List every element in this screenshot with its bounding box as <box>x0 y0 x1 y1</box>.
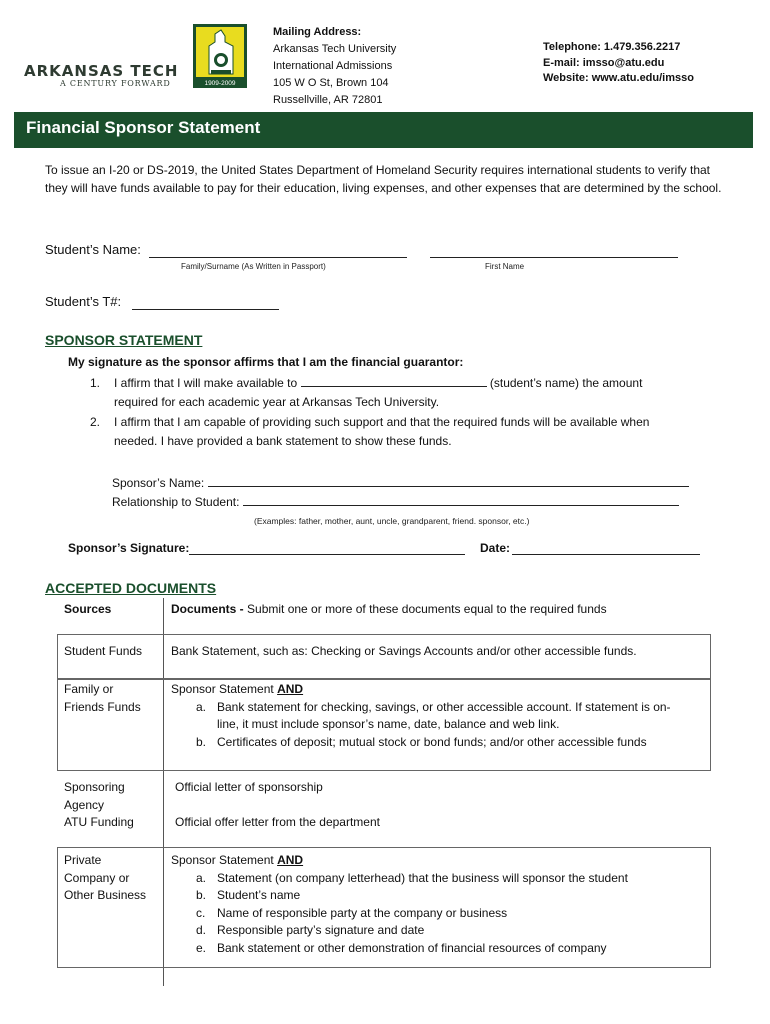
affirmation-list <box>90 374 720 452</box>
email: E-mail: imsso@atu.edu <box>543 56 665 69</box>
first-name-caption: First Name <box>485 262 525 271</box>
intro-paragraph: To issue an I-20 or DS-2019, the United States Department of Homeland Security requires international students to verify that they will have funds available to pay for their education, living expenses, and other expenses that are determined by the school. <box>45 163 722 195</box>
affirm-text: My signature as the sponsor affirms that I am the financial guarantor: <box>68 355 464 369</box>
mailing-line: International Admissions <box>273 60 393 72</box>
title-bar <box>14 112 753 148</box>
contact-info <box>543 40 694 87</box>
relationship-examples: (Examples: father, mother, aunt, uncle, grandparent, friend. sponsor, etc.) <box>254 516 530 526</box>
first-name-field[interactable] <box>430 242 678 258</box>
sponsor-info <box>112 474 689 512</box>
document-cell: Official letter of sponsorship <box>175 780 323 794</box>
university-seal-icon <box>193 24 247 88</box>
col-sources: Sources <box>64 602 112 616</box>
list-item: 1. I affirm that I will make available to (student’s name) the amount required for each academic year at Arkansas Tech University. <box>90 376 643 409</box>
student-name-blank[interactable] <box>301 375 487 387</box>
mailing-line: Arkansas Tech University <box>273 43 397 55</box>
document-cell: Sponsor Statement AND a. Statement (on company letterhead) that the business will sponsor the student b. Student’s name c. Name of responsible party at the company or business d. Responsible party’s signature and date e. Bank statement or other demonstration of financial resources of company <box>171 853 628 955</box>
sponsor-name-label: Sponsor’s Name: <box>112 476 205 490</box>
signature-label: Sponsor’s Signature: <box>68 541 190 555</box>
telephone: Telephone: 1.479.356.2217 <box>543 41 681 53</box>
list-item: 2. I affirm that I am capable of providing such support and that the required funds will be available when needed. I have provided a bank statement to show these funds. <box>90 415 650 448</box>
mailing-line: 105 W O St, Brown 104 <box>273 77 389 89</box>
seal-years: 1909-2009 <box>204 80 236 87</box>
source-cell: Family or Friends Funds <box>64 682 141 714</box>
document-cell: Bank Statement, such as: Checking or Savings Accounts and/or other accessible funds. <box>171 644 637 658</box>
family-name-field[interactable] <box>149 242 407 258</box>
relationship-field[interactable] <box>243 494 679 506</box>
mailing-line: Russellville, AR 72801 <box>273 94 383 106</box>
signature-field[interactable] <box>189 541 465 555</box>
sponsor-name-field[interactable] <box>208 475 689 487</box>
document-cell: Sponsor Statement AND a. Bank statement for checking, savings, or other accessible account. If statement is on- line, it must include sponsor’s name, date, balance and web link. b. Certificates of deposit; mutual stock or bond funds; and/or other accessible funds <box>171 682 671 749</box>
source-cell: Private Company or Other Business <box>64 853 147 902</box>
source-cell: Student Funds <box>64 644 143 658</box>
mailing-address <box>273 24 396 109</box>
date-field[interactable] <box>512 541 700 555</box>
logo-tagline: A CENTURY FORWARD <box>60 79 171 88</box>
mailing-label: Mailing Address: <box>273 26 362 38</box>
source-cell: Sponsoring Agency <box>64 780 125 812</box>
document-cell: Official offer letter from the department <box>175 815 380 829</box>
date-label: Date: <box>480 541 511 555</box>
page-title: Financial Sponsor Statement <box>26 118 261 137</box>
sponsor-statement-heading: SPONSOR STATEMENT <box>45 332 203 348</box>
relationship-label: Relationship to Student: <box>112 495 240 509</box>
accepted-documents-heading: ACCEPTED DOCUMENTS <box>45 580 217 596</box>
student-name-label: Student’s Name: <box>45 242 141 257</box>
col-documents: Documents - Submit one or more of these documents equal to the required funds <box>171 602 607 616</box>
source-cell: ATU Funding <box>64 815 134 829</box>
family-name-caption: Family/Surname (As Written in Passport) <box>181 262 326 271</box>
student-tnum-field[interactable] <box>132 294 279 310</box>
website: Website: www.atu.edu/imsso <box>543 72 694 84</box>
student-tnum-label: Student’s T#: <box>45 294 122 309</box>
logo-wordmark: ARKANSAS TECH <box>24 62 179 80</box>
